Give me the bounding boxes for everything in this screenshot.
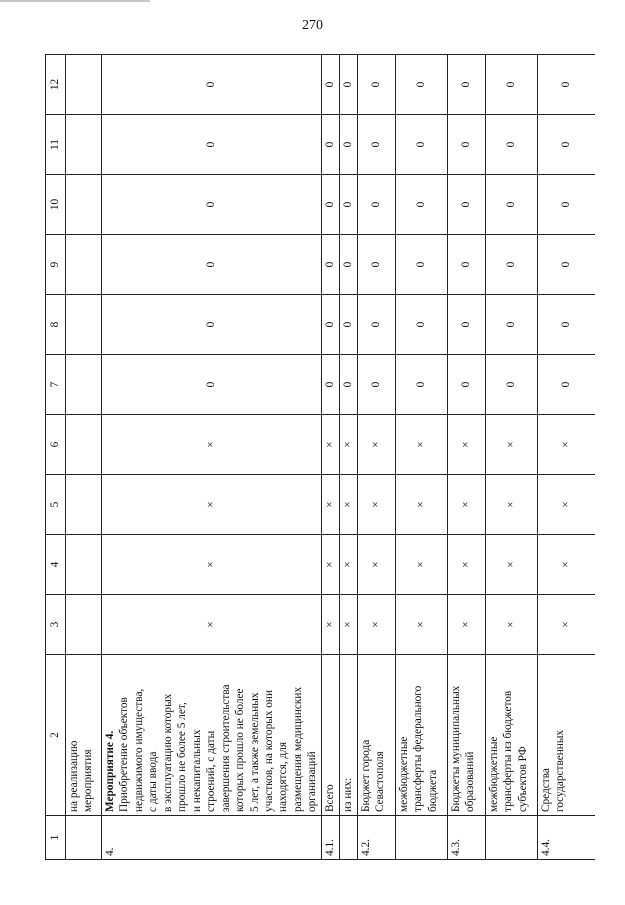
value-cell: × — [321, 535, 339, 595]
value-cell: 0 — [537, 295, 595, 355]
value-cell: 0 — [485, 175, 537, 235]
value-cell: 0 — [321, 295, 339, 355]
value-cell: × — [447, 595, 485, 655]
row-name-line: государственных — [554, 729, 567, 812]
value-cell: × — [447, 415, 485, 475]
rotated-table-container — [45, 55, 585, 860]
row-name-line: из них: — [341, 777, 354, 812]
row-name-cell — [339, 655, 357, 816]
table-row — [66, 55, 102, 860]
value-cell: × — [537, 535, 595, 595]
value-cell: 0 — [339, 295, 357, 355]
row-name-cell — [102, 655, 322, 816]
value-cell: × — [102, 475, 322, 535]
row-name-line: недвижимого имущества, — [132, 688, 145, 812]
row-number-cell — [339, 816, 357, 860]
row-name-line: Всего — [323, 784, 336, 812]
row-name-line: в эксплуатацию которых — [161, 693, 174, 812]
value-cell: × — [485, 535, 537, 595]
row-name-line: межбюджетные — [487, 736, 500, 812]
value-cell: 0 — [321, 235, 339, 295]
value-cell — [66, 55, 102, 115]
value-cell — [66, 115, 102, 175]
value-cell: × — [357, 415, 395, 475]
value-cell — [66, 175, 102, 235]
row-name-line: трансферты из бюджетов — [502, 690, 515, 812]
header-cell: 4 — [46, 535, 66, 595]
row-name-cell — [485, 655, 537, 816]
row-name-cell — [321, 655, 339, 816]
table-row — [537, 55, 595, 860]
row-number-cell: 4.2. — [357, 816, 395, 860]
value-cell: 0 — [485, 115, 537, 175]
row-name-line: трансферты федерального — [412, 685, 425, 812]
value-cell: 0 — [395, 295, 447, 355]
row-number-cell: 4.4. — [537, 816, 595, 860]
header-cell: 6 — [46, 415, 66, 475]
table-row — [357, 55, 395, 860]
row-name-cell — [537, 655, 595, 816]
row-name-line: завершения строительства — [219, 684, 232, 812]
value-cell: × — [102, 415, 322, 475]
value-cell: 0 — [102, 55, 322, 115]
value-cell: × — [357, 535, 395, 595]
value-cell: × — [485, 475, 537, 535]
value-cell: × — [339, 595, 357, 655]
header-cell: 9 — [46, 235, 66, 295]
value-cell — [66, 355, 102, 415]
value-cell: × — [485, 595, 537, 655]
row-number-cell — [395, 816, 447, 860]
row-name-line: находятся, для — [277, 741, 290, 812]
value-cell: 0 — [339, 55, 357, 115]
value-cell: 0 — [447, 295, 485, 355]
row-name-line: образований — [464, 751, 477, 812]
value-cell: 0 — [339, 175, 357, 235]
value-cell: × — [395, 595, 447, 655]
value-cell: 0 — [537, 115, 595, 175]
value-cell: × — [395, 475, 447, 535]
value-cell: 0 — [321, 115, 339, 175]
value-cell: × — [102, 595, 322, 655]
value-cell — [66, 415, 102, 475]
value-cell: 0 — [102, 235, 322, 295]
value-cell: 0 — [395, 235, 447, 295]
row-number-cell: 4.3. — [447, 816, 485, 860]
row-name-line: которых прошло не более — [234, 688, 247, 812]
row-name-cell — [66, 655, 102, 816]
value-cell: 0 — [485, 55, 537, 115]
value-cell: 0 — [102, 355, 322, 415]
table-row — [102, 55, 322, 860]
value-cell: × — [339, 415, 357, 475]
value-cell: 0 — [357, 235, 395, 295]
value-cell: 0 — [485, 355, 537, 415]
row-name-line: 5 лет, а также земельных — [248, 692, 261, 812]
value-cell: 0 — [447, 55, 485, 115]
value-cell: 0 — [447, 355, 485, 415]
value-cell: 0 — [395, 355, 447, 415]
budget-table — [45, 54, 595, 860]
header-cell: 11 — [46, 115, 66, 175]
row-name-line: Бюджеты муниципальных — [449, 685, 462, 812]
value-cell: × — [537, 475, 595, 535]
table-row — [485, 55, 537, 860]
value-cell — [66, 295, 102, 355]
value-cell: 0 — [447, 235, 485, 295]
header-cell: 12 — [46, 55, 66, 115]
value-cell: × — [485, 415, 537, 475]
row-name-line: строений, с даты — [205, 730, 218, 812]
value-cell: 0 — [339, 355, 357, 415]
row-name-line: Севастополя — [374, 751, 387, 812]
row-name-line: Средства — [539, 768, 552, 812]
value-cell: 0 — [537, 235, 595, 295]
row-name-line: размещения медицинских — [291, 686, 304, 812]
value-cell: 0 — [357, 115, 395, 175]
header-cell: 8 — [46, 295, 66, 355]
table-row — [395, 55, 447, 860]
row-number-cell — [66, 816, 102, 860]
row-number-cell — [485, 816, 537, 860]
row-name-cell — [447, 655, 485, 816]
table-row — [339, 55, 357, 860]
header-cell: 2 — [46, 655, 66, 816]
value-cell: × — [102, 535, 322, 595]
value-cell: 0 — [321, 355, 339, 415]
row-name-line: субъектов РФ — [516, 746, 529, 812]
row-name-cell — [395, 655, 447, 816]
row-name-line: Бюджет города — [359, 739, 372, 812]
row-name-line: мероприятия — [82, 749, 95, 812]
scan-artifact-line — [0, 0, 150, 2]
header-cell: 7 — [46, 355, 66, 415]
table-row — [321, 55, 339, 860]
value-cell: 0 — [357, 55, 395, 115]
row-name-cell — [357, 655, 395, 816]
row-name-line: на реализацию — [68, 740, 80, 812]
value-cell: 0 — [321, 55, 339, 115]
value-cell: 0 — [537, 55, 595, 115]
row-name-line: и некапитальных — [190, 729, 203, 812]
value-cell: × — [339, 475, 357, 535]
value-cell: 0 — [339, 235, 357, 295]
value-cell: × — [395, 415, 447, 475]
row-name-line: межбюджетные — [397, 736, 410, 812]
row-number-cell: 4. — [102, 816, 322, 860]
row-name-line: прошло не более 5 лет, — [176, 702, 189, 812]
value-cell: 0 — [537, 355, 595, 415]
page-number: 270 — [302, 18, 323, 33]
row-number-cell: 4.1. — [321, 816, 339, 860]
row-name-line: Приобретение объектов — [118, 697, 131, 812]
value-cell: 0 — [339, 115, 357, 175]
value-cell: 0 — [102, 295, 322, 355]
value-cell: 0 — [102, 115, 322, 175]
value-cell: × — [357, 475, 395, 535]
value-cell: × — [447, 475, 485, 535]
value-cell: 0 — [537, 175, 595, 235]
value-cell: 0 — [447, 175, 485, 235]
header-cell: 5 — [46, 475, 66, 535]
value-cell: 0 — [357, 295, 395, 355]
header-cell: 3 — [46, 595, 66, 655]
value-cell: 0 — [395, 115, 447, 175]
header-cell: 10 — [46, 175, 66, 235]
value-cell: 0 — [321, 175, 339, 235]
table-row — [447, 55, 485, 860]
value-cell: × — [537, 415, 595, 475]
row-name-line: с даты ввода — [147, 751, 160, 812]
value-cell: × — [395, 535, 447, 595]
value-cell: 0 — [357, 355, 395, 415]
value-cell — [66, 535, 102, 595]
value-cell: × — [339, 535, 357, 595]
row-name-line: бюджета — [426, 769, 439, 812]
value-cell — [66, 475, 102, 535]
value-cell: × — [321, 415, 339, 475]
value-cell: × — [321, 475, 339, 535]
value-cell: 0 — [395, 175, 447, 235]
value-cell: × — [447, 535, 485, 595]
value-cell: × — [321, 595, 339, 655]
value-cell — [66, 235, 102, 295]
measure-title: Мероприятие 4. — [104, 730, 116, 812]
header-row — [46, 55, 66, 860]
row-name-line: организаций — [306, 751, 319, 812]
header-cell: 1 — [46, 816, 66, 860]
value-cell — [66, 595, 102, 655]
value-cell: 0 — [485, 295, 537, 355]
value-cell: 0 — [102, 175, 322, 235]
value-cell: 0 — [395, 55, 447, 115]
value-cell: 0 — [485, 235, 537, 295]
value-cell: × — [537, 595, 595, 655]
row-name-line: участков, на которых они — [262, 689, 275, 812]
value-cell: 0 — [447, 115, 485, 175]
value-cell: 0 — [357, 175, 395, 235]
value-cell: × — [357, 595, 395, 655]
